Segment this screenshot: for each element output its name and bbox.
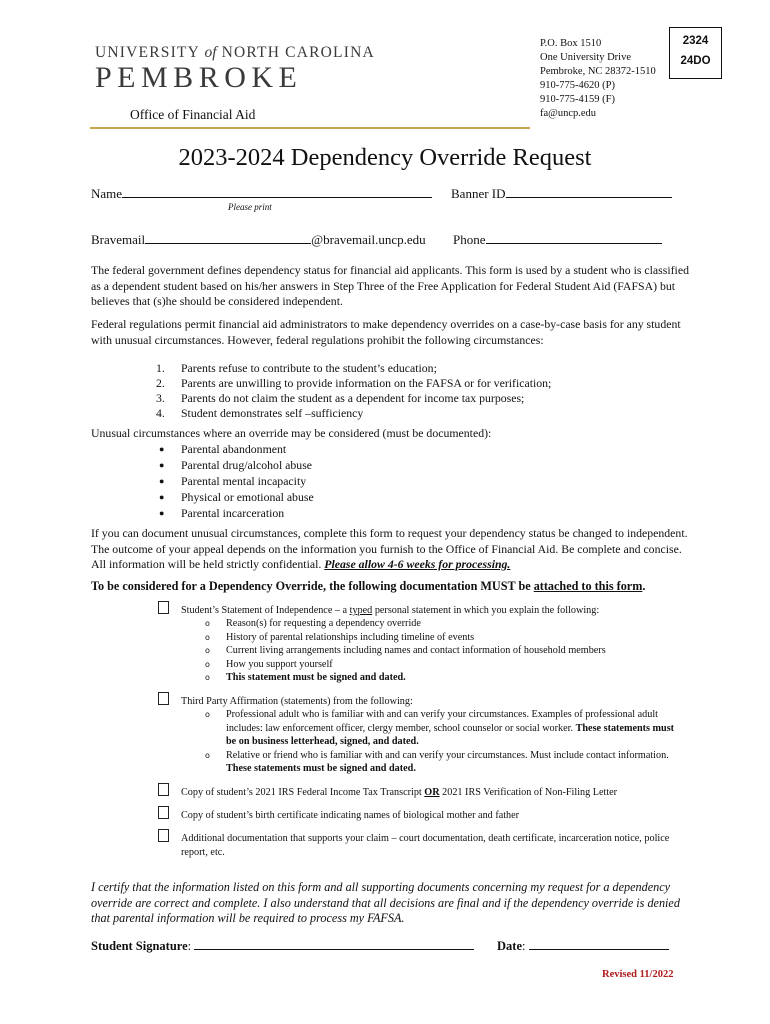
address-line: One University Drive — [540, 52, 631, 63]
form-code-year: 2324 — [682, 35, 709, 47]
bravemail-label: Bravemail — [91, 232, 146, 247]
logo-campus: PEMBROKE — [95, 61, 303, 94]
statement-sublist — [205, 617, 675, 685]
bravemail-field[interactable] — [91, 232, 426, 248]
additional-docs-item: Additional documentation that supports your claim – court documentation, death certificate, incarceration notice, police report, etc. — [181, 833, 670, 858]
list-item: o Current living arrangements including names and contact information of household members — [205, 645, 606, 656]
banner-id-field[interactable] — [451, 186, 672, 202]
bravemail-input-line[interactable] — [145, 233, 311, 244]
bravemail-domain: @bravemail.uncp.edu — [311, 232, 426, 247]
list-item: o Reason(s) for requesting a dependency override — [205, 618, 421, 629]
signature-input-line[interactable] — [194, 939, 474, 950]
third-party-sublist — [205, 708, 675, 776]
header-divider — [90, 127, 530, 129]
form-code-id: 24DO — [680, 55, 711, 67]
unusual-list — [159, 441, 314, 521]
circle-bullet-icon: o — [205, 673, 210, 682]
phone-field[interactable] — [453, 232, 662, 248]
circle-bullet-icon: o — [205, 659, 210, 669]
list-item: ● Parental incarceration — [159, 506, 285, 520]
list-item: o History of parental relationships including timeline of events — [205, 631, 475, 643]
third-party-checkbox[interactable] — [158, 692, 169, 705]
requirement-heading: To be considered for a Dependency Override, the following documentation MUST be attached to this form. — [91, 579, 646, 593]
list-item: o Relative or friend who is familiar with and can verify your circumstances. Must include contact information. These statements must be signed and dated. — [205, 749, 669, 774]
birth-certificate-item: Copy of student’s birth certificate indicating names of biological mother and father — [181, 810, 520, 821]
signature-label: Student Signature — [91, 939, 188, 953]
list-item: o How you support yourself — [205, 658, 333, 670]
please-print-note: Please print — [228, 202, 272, 212]
signature-field[interactable]: Student Signature: — [91, 939, 474, 954]
prohibited-list — [156, 361, 551, 421]
office-address — [540, 37, 656, 121]
statement-item: Student’s Statement of Independence – a typed personal statement in which you explain the following: — [181, 605, 600, 616]
banner-id-label: Banner ID — [451, 186, 506, 201]
bullet-icon: ● — [159, 444, 165, 454]
documentation-paragraph: If you can document unusual circumstances, complete this form to request your dependency status be changed to independent. The outcome of your appeal depends on the information you furnish to the Office of Financial Aid. Be complete and concise. All information will be held strictly confidential. Please allow 4-6 weeks for processing. — [91, 526, 688, 571]
logo-top-line: UNIVERSITY of NORTH CAROLINA — [95, 44, 375, 61]
intro-paragraph-1: The federal government defines dependency status for financial aid applicants. This form is used by a student who is classified as a dependent student based on his/her answers in Step Three of the Free Application for Federal Student Aid (FAFSA) but believes that (s)he should be considered independent. — [91, 263, 689, 308]
phone-input-line[interactable] — [486, 233, 662, 244]
list-item: 4. Student demonstrates self –sufficiency — [156, 406, 364, 420]
list-item: ● Parental abandonment — [159, 442, 287, 456]
name-label: Name — [91, 186, 123, 201]
name-input-line[interactable] — [122, 187, 432, 198]
unusual-intro: Unusual circumstances where an override may be considered (must be documented): — [91, 426, 492, 440]
fax-line: 910-775-4159 (F) — [540, 94, 615, 105]
list-item: ● Physical or emotional abuse — [159, 490, 314, 504]
office-name: Office of Financial Aid — [130, 107, 256, 122]
email-line: fa@uncp.edu — [540, 108, 597, 119]
birth-certificate-checkbox[interactable] — [158, 806, 169, 819]
list-item: o Professional adult who is familiar with and can verify your circumstances. Examples of professional adult includes: law enforcement officer, clergy member, school counselor or social worker. These statements must be on business letterhead, signed, and dated. — [205, 709, 675, 747]
university-logo — [95, 44, 375, 94]
circle-bullet-icon: o — [205, 750, 210, 760]
phone-line: 910-775-4620 (P) — [540, 80, 615, 91]
processing-time-note: Please allow 4-6 weeks for processing. — [324, 557, 511, 571]
date-field[interactable]: Date: — [497, 939, 669, 954]
circle-bullet-icon: o — [205, 646, 210, 655]
phone-label: Phone — [453, 232, 486, 247]
bullet-icon: ● — [159, 460, 165, 470]
circle-bullet-icon: o — [205, 710, 210, 719]
date-label: Date — [497, 939, 522, 953]
bullet-icon: ● — [159, 476, 165, 486]
name-field[interactable] — [91, 186, 432, 202]
additional-docs-checkbox[interactable] — [158, 829, 169, 842]
third-party-item: Third Party Affirmation (statements) from the following: — [181, 696, 413, 707]
banner-id-input-line[interactable] — [506, 187, 672, 198]
statement-checkbox[interactable] — [158, 601, 169, 614]
certification-statement: I certify that the information listed on this form and all supporting documents concerning my request for a dependency override are correct and complete. I also understand that all decisions are final and if the dependency override is denied that parental information will be required to process my FAFSA. — [91, 880, 680, 925]
bullet-icon: ● — [159, 508, 165, 518]
intro-paragraph-2: Federal regulations permit financial aid administrators to make dependency overrides on a case-by-case basis for any student with unusual circumstances. However, federal regulations prohibit the following circumstances: — [91, 317, 681, 347]
list-item: 3. Parents do not claim the student as a dependent for income tax purposes; — [156, 391, 525, 405]
list-item: ● Parental mental incapacity — [159, 474, 307, 488]
revision-note: Revised 11/2022 — [602, 969, 674, 980]
form-code-box — [669, 27, 722, 79]
address-line: P.O. Box 1510 — [540, 38, 602, 49]
circle-bullet-icon: o — [205, 619, 210, 628]
circle-bullet-icon: o — [205, 632, 210, 642]
irs-checkbox[interactable] — [158, 783, 169, 796]
address-line: Pembroke, NC 28372-1510 — [540, 66, 656, 77]
list-item: ● Parental drug/alcohol abuse — [159, 458, 313, 472]
date-input-line[interactable] — [529, 939, 669, 950]
list-item: o This statement must be signed and dated. — [205, 672, 406, 683]
list-item: 1. Parents refuse to contribute to the student’s education; — [156, 361, 437, 375]
bullet-icon: ● — [159, 492, 165, 502]
irs-item: Copy of student’s 2021 IRS Federal Income Tax Transcript OR 2021 IRS Verification of Non-Filing Letter — [181, 787, 618, 798]
list-item: 2. Parents are unwilling to provide information on the FAFSA or for verification; — [156, 376, 552, 390]
page-title: 2023-2024 Dependency Override Request — [178, 144, 592, 171]
